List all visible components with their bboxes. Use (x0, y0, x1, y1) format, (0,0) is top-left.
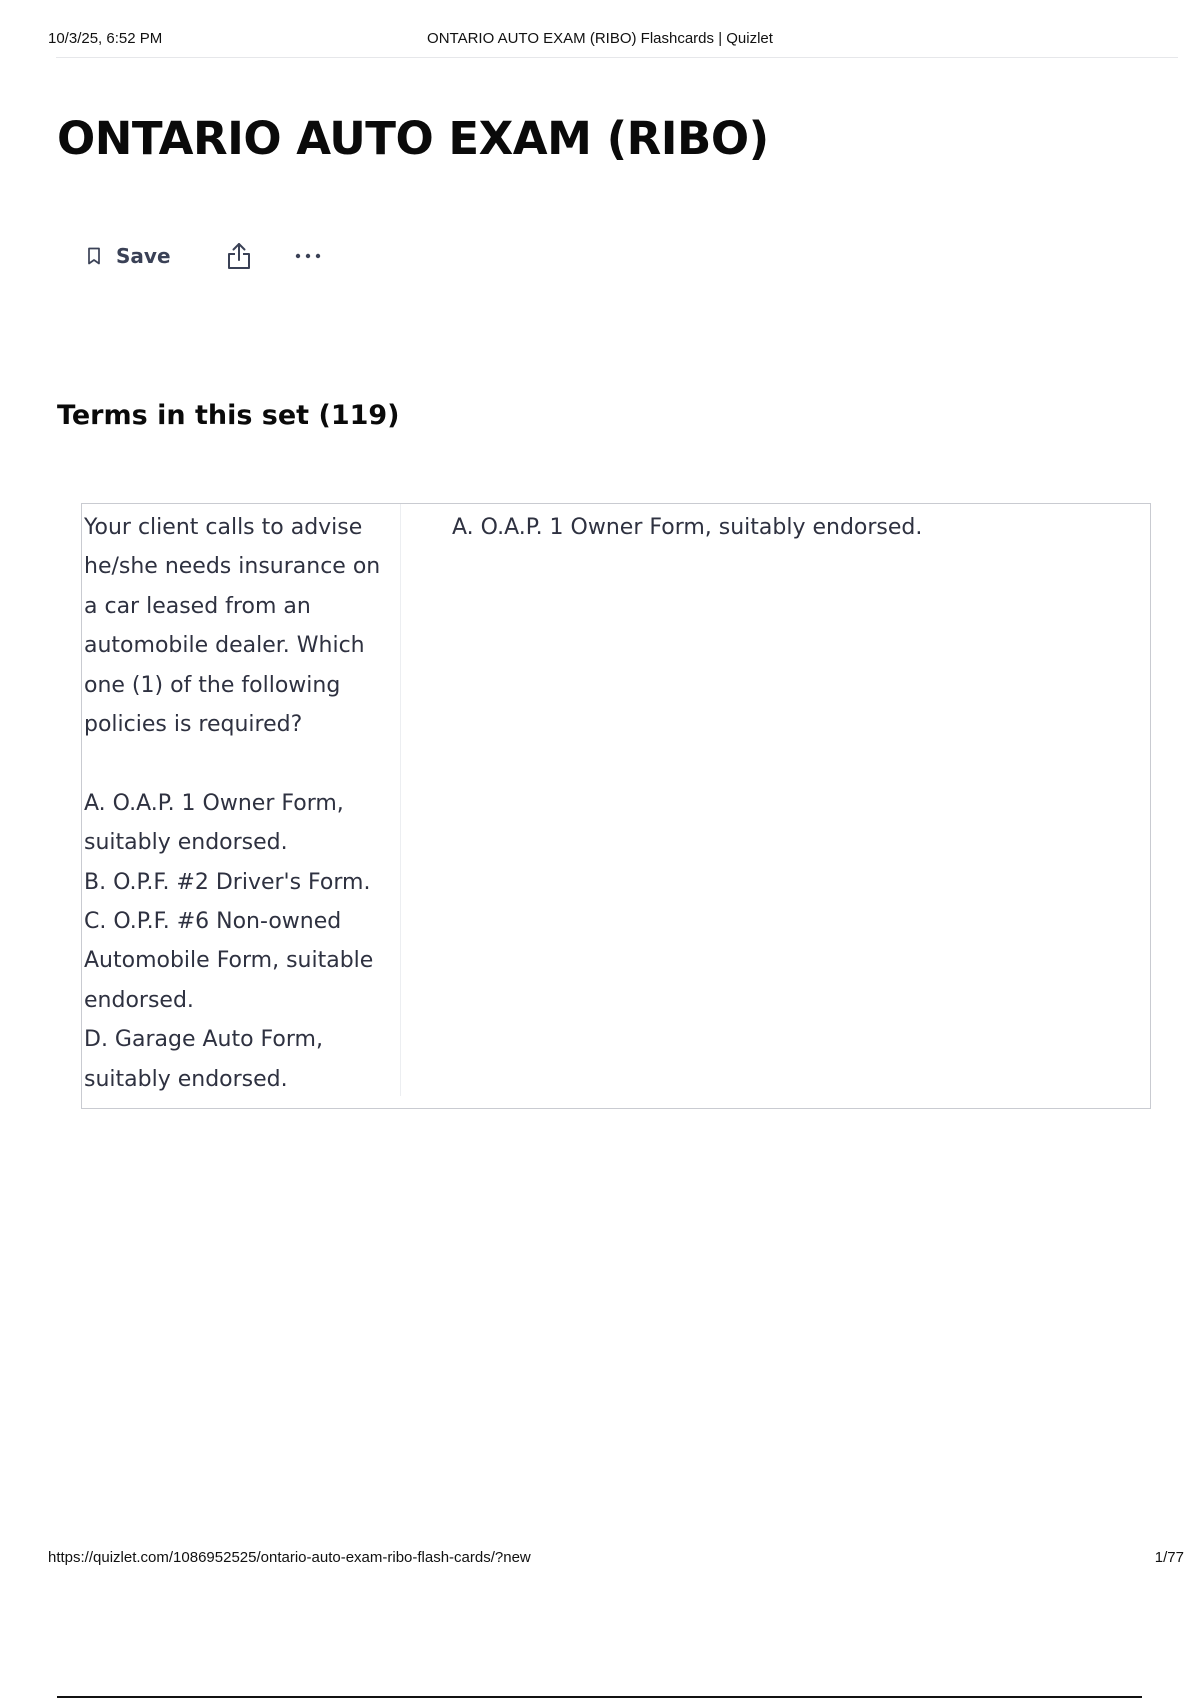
header-divider (56, 57, 1178, 58)
set-toolbar (86, 236, 323, 276)
print-url: https://quizlet.com/1086952525/ontario-auto-exam-ribo-flash-cards/?new (48, 1549, 531, 1566)
print-page-number: 1/77 (1154, 1549, 1184, 1566)
bookmark-icon (86, 246, 102, 266)
save-label: Save (116, 244, 171, 268)
print-footer (48, 1549, 1184, 1569)
save-button[interactable] (86, 236, 171, 276)
share-button[interactable] (225, 241, 253, 271)
term-card-divider (400, 504, 401, 1096)
term-card (81, 503, 1151, 1109)
page-title: ONTARIO AUTO EXAM (RIBO) (57, 112, 769, 165)
print-document-title: ONTARIO AUTO EXAM (RIBO) Flashcards | Quizlet (427, 30, 773, 47)
definition-text: A. O.A.P. 1 Owner Form, suitably endorsed. (452, 515, 923, 540)
share-icon (225, 241, 253, 271)
print-header (48, 30, 1152, 52)
bottom-divider (57, 1696, 1142, 1698)
term-text: Your client calls to advise he/she needs insurance on a car leased from an automobile dealer. Which one (1) of the following policies is required? A. O.A.P. 1 Owner Form, suitably endorsed. B. O.P.F. #2 Driver's Form. C. O.P.F. #6 Non-owned Automobile Form, suitable endorsed. D. Garage Auto Form, suitably endorsed. (84, 515, 381, 1092)
more-options-button[interactable] (293, 251, 323, 261)
print-datetime: 10/3/25, 6:52 PM (48, 30, 163, 47)
terms-heading: Terms in this set (119) (57, 400, 400, 431)
more-options-icon (293, 251, 323, 261)
